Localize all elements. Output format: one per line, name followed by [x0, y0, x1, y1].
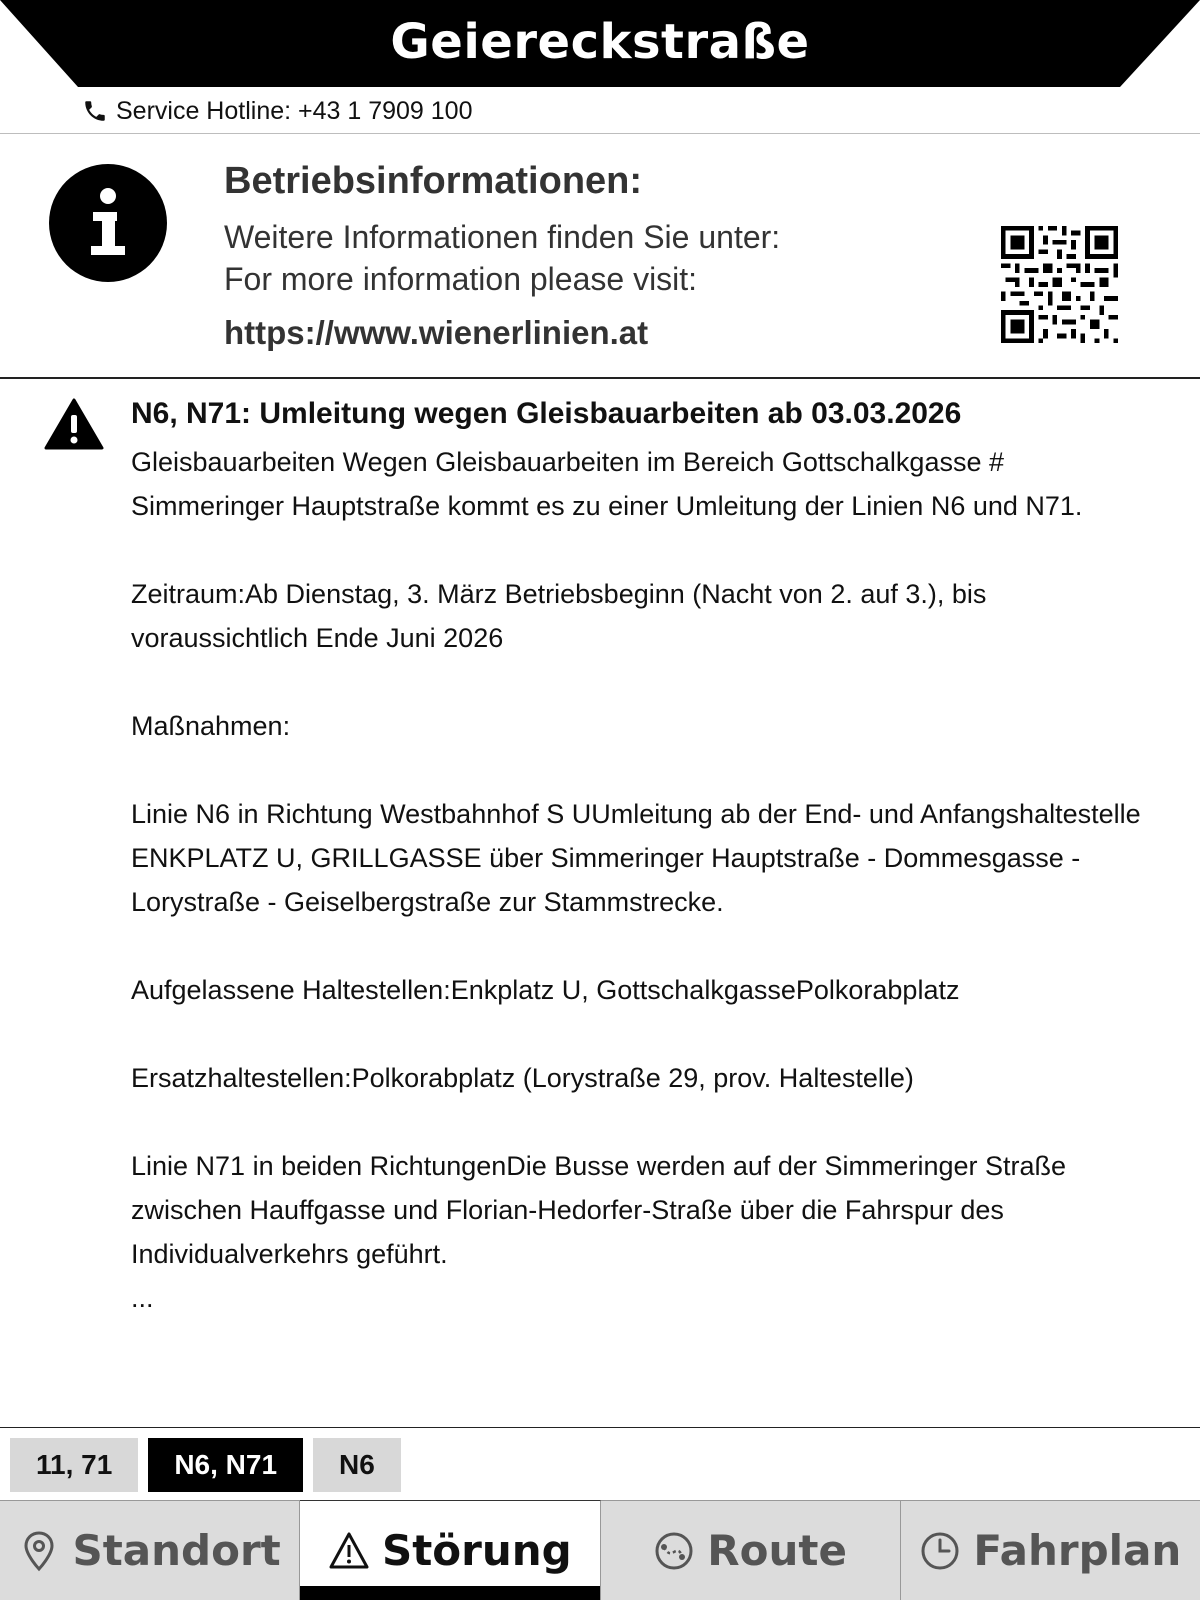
disruption-paragraph: Zeitraum:Ab Dienstag, 3. März Betriebsbeginn (Nacht von 2. auf 3.), bis voraussichtlich Ende Juni 2026	[131, 579, 987, 653]
qr-code-icon	[1001, 226, 1118, 343]
tab-standort[interactable]	[0, 1500, 300, 1600]
info-text-en: For more information please visit:	[224, 261, 698, 297]
warning-icon	[44, 398, 104, 450]
location-pin-icon	[18, 1530, 60, 1572]
tab-fahrplan[interactable]	[901, 1500, 1200, 1600]
disruption-paragraph: Maßnahmen:	[131, 711, 291, 741]
tab-label: Standort	[72, 1526, 281, 1575]
tab-route[interactable]	[601, 1500, 901, 1600]
line-chip-n6[interactable]: N6	[313, 1438, 401, 1492]
divider	[0, 377, 1200, 379]
divider	[0, 1427, 1200, 1428]
route-icon	[653, 1530, 695, 1572]
info-url-link[interactable]: https://www.wienerlinien.at	[224, 314, 649, 351]
disruption-title: N6, N71: Umleitung wegen Gleisbauarbeiten ab 03.03.2026	[131, 397, 962, 430]
disruption-body	[131, 440, 1141, 1320]
divider	[0, 133, 1200, 134]
warning-icon	[328, 1530, 370, 1572]
info-text-de: Weitere Informationen finden Sie unter:	[224, 219, 781, 255]
info-icon	[49, 164, 167, 282]
hotline-text: Service Hotline: +43 1 7909 100	[116, 96, 473, 125]
disruption-paragraph: Linie N6 in Richtung Westbahnhof S UUmleitung ab der End- und Anfangshaltestelle ENKPLATZ U, GRILLGASSE über Simmeringer Hauptstraße - Dommesgasse - Lorystraße - Geiselbergstraße zur Stammstrecke.	[131, 799, 1141, 917]
tab-label: Störung	[381, 1526, 572, 1575]
line-chip-11-71[interactable]: 11, 71	[10, 1438, 138, 1492]
disruption-paragraph: Ersatzhaltestellen:Polkorabplatz (Lorystraße 29, prov. Haltestelle)	[131, 1063, 914, 1093]
service-hotline	[82, 96, 473, 126]
disruption-paragraph: Linie N71 in beiden RichtungenDie Busse werden auf der Simmeringer Straße zwischen Hauffgasse und Florian-Hedorfer-Straße über die Fahrspur des Individualverkehrs geführt.	[131, 1151, 1067, 1269]
tab-label: Fahrplan	[973, 1526, 1182, 1575]
line-chip-n6-n71[interactable]: N6, N71	[148, 1438, 303, 1492]
line-chip-row	[10, 1438, 401, 1492]
disruption-ellipsis: ...	[131, 1283, 154, 1313]
tab-stoerung[interactable]	[300, 1500, 600, 1600]
clock-icon	[919, 1530, 961, 1572]
header-bar	[0, 0, 1200, 88]
phone-icon	[82, 98, 108, 124]
tab-label: Route	[707, 1526, 847, 1575]
stop-name-title: Geiereckstraße	[390, 14, 810, 70]
disruption-paragraph: Gleisbauarbeiten Wegen Gleisbauarbeiten im Bereich Gottschalkgasse # Simmeringer Hauptstraße kommt es zu einer Umleitung der Linien N6 und N71.	[131, 447, 1083, 521]
operating-info-heading: Betriebsinformationen:	[224, 160, 643, 202]
disruption-paragraph: Aufgelassene Haltestellen:Enkplatz U, GottschalkgassePolkorabplatz	[131, 975, 960, 1005]
bottom-nav	[0, 1500, 1200, 1600]
